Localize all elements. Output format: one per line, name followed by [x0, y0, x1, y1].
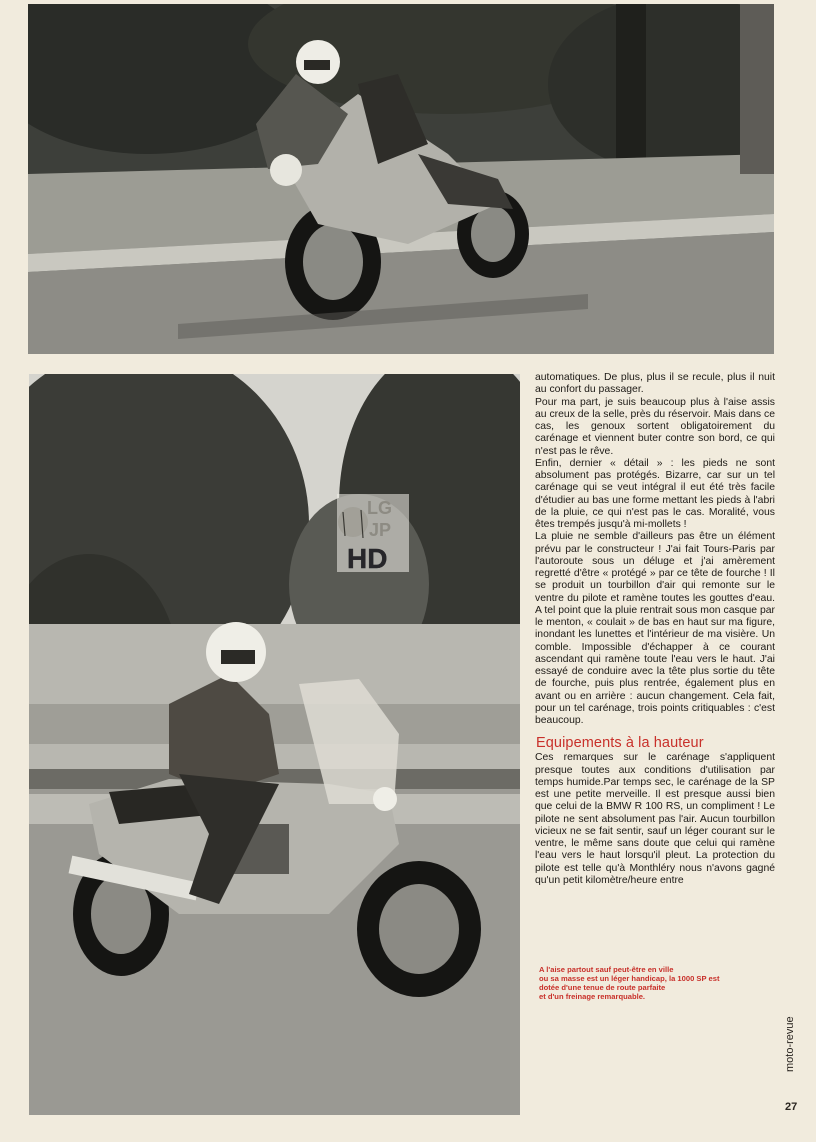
photo-caption: [539, 965, 777, 1001]
magazine-name: moto-revue: [784, 1016, 796, 1072]
article-paragraph: La pluie ne semble d'ailleurs pas être un élément prévu par le constructeur ! J'ai fait Tours-Paris par l'autoroute sous un déluge et j'ai amèrement regretté d'être « protégé » par ce tête de fourche ! Il se produit un tourbillon d'air qui remonte sur le ventre du pilote et ramène toutes les gouttes d'eau. A tel point que la pluie rentrait sous mon casque par le menton, « coulait » de bas en haut sur ma figure, inondant les lunettes et l'intérieur de ma visière. Un comble. Impossible d'échapper à ce courant ascendant qui ramène toute l'eau vers le haut. J'ai essayé de conduire avec la tête plus sortie du tête de fourche, puis plus rentrée, également plus en avant ou en arrière : aucun changement. Cela fait, pour un tel carénage, trois points critiquables : c'est beaucoup.: [535, 531, 775, 726]
svg-text:HD: HD: [347, 543, 388, 574]
caption-line: dotée d'une tenue de route parfaite: [539, 983, 666, 992]
photo-bottom-rider-lakeside: [29, 374, 520, 1115]
section-heading: Equipements à la hauteur: [536, 735, 704, 752]
svg-text:JP: JP: [369, 520, 392, 540]
article-paragraph: Enfin, dernier « détail » : les pieds ne sont absolument pas protégés. Bizarre, car sur un tel carénage qui se veut intégral il eut été très facile d'étudier au bas une forme mettant les pieds à l'abri de la pluie, ce qui n'est pas le cas. Moralité, vous êtes trempés jusqu'à mi-mollets !: [535, 457, 775, 530]
article-paragraph: automatiques. De plus, plus il se recule, plus il nuit au confort du passager.: [535, 372, 775, 396]
photo-top-rider-cornering: [28, 4, 774, 354]
caption-line: A l'aise partout sauf peut-être en ville: [539, 965, 674, 974]
article-paragraph: Pour ma part, je suis beaucoup plus à l'aise assis au creux de la selle, près du réservoir. Mais dans ce cas, les genoux sortent obligatoirement du carénage et viennent buter contre son bord, ce qui n'est pas le rêve.: [535, 396, 775, 457]
caption-line: ou sa masse est un léger handicap, la 1000 SP est: [539, 974, 720, 983]
article-column: [535, 372, 775, 887]
watermark-logo: [333, 492, 413, 574]
page-number: 27: [785, 1101, 798, 1113]
article-paragraph: Ces remarques sur le carénage s'appliquent presque toutes aux conditions d'utilisation par temps humide.Par temps sec, le carénage de la SP est une petite merveille. Il est presque aussi bien que celui de la BMW R 100 RS, un compliment ! Le pilote ne sent absolument pas l'air. Aucun tourbillon vicieux ne se fait sentir, sauf un léger courant sur le ventre, le même sans doute que celui qui ramène l'eau vers le haut lorsqu'il pleut. La protection du pilote est telle qu'à Monthléry nous n'avons gagné qu'un petit kilomètre/heure entre: [535, 752, 775, 886]
caption-line: et d'un freinage remarquable.: [539, 992, 646, 1001]
svg-text:LG: LG: [367, 498, 392, 518]
